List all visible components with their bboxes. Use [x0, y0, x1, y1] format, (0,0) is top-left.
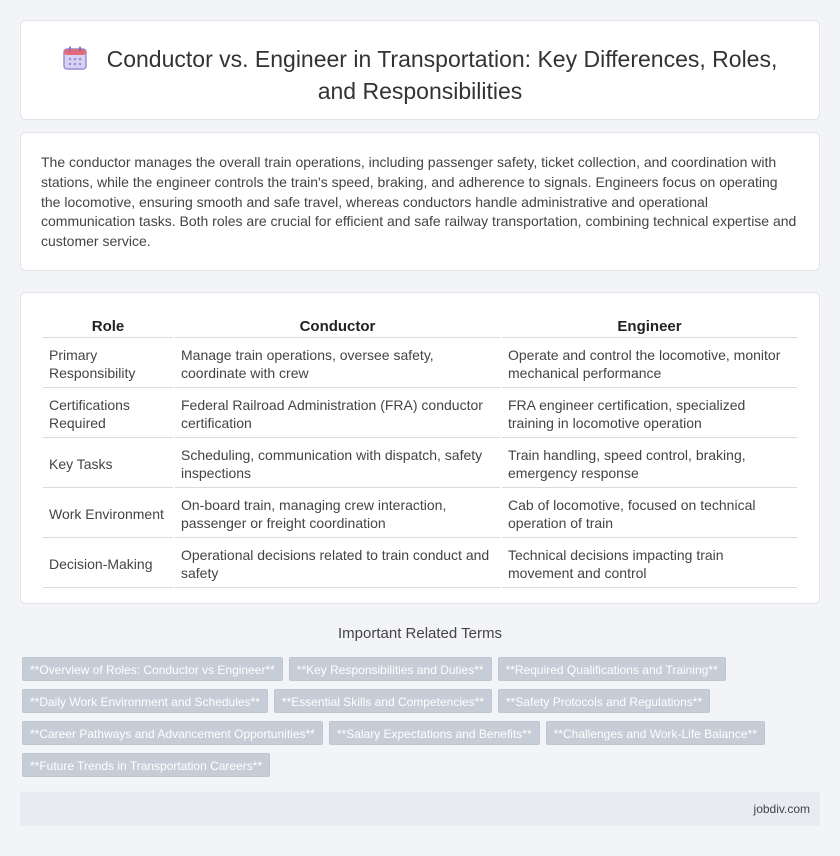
- title-wrap: [51, 43, 789, 107]
- comparison-table: [41, 313, 799, 590]
- header-conductor: Conductor: [175, 315, 500, 338]
- table-row: [43, 540, 797, 588]
- calendar-icon: [63, 46, 87, 70]
- row-engineer: Technical decisions impacting train movement and control: [502, 540, 797, 588]
- related-tag[interactable]: **Key Responsibilities and Duties**: [289, 657, 492, 681]
- row-conductor: Manage train operations, oversee safety, coordinate with crew: [175, 340, 500, 388]
- related-tag[interactable]: **Daily Work Environment and Schedules**: [22, 689, 268, 713]
- header-role: Role: [43, 315, 173, 338]
- related-tag[interactable]: **Future Trends in Transportation Careers**: [22, 753, 270, 777]
- intro-text: The conductor manages the overall train operations, including passenger safety, ticket collection, and coordination with stations, while the engineer controls the train's speed, braking, and adherence to signals. Engineers focus on operating the locomotive, ensuring smooth and safe travel, whereas conductors handle administrative and operational communication tasks. Both roles are crucial for efficient and safe railway transportation, combining technical expertise and customer service.: [41, 154, 797, 250]
- table-row: [43, 390, 797, 438]
- table-row: [43, 440, 797, 488]
- related-tags: [22, 657, 812, 777]
- title-text: Conductor vs. Engineer in Transportation: Key Differences, Roles, and Responsibilities: [106, 46, 778, 104]
- header-engineer: Engineer: [502, 315, 797, 338]
- row-engineer: Cab of locomotive, focused on technical operation of train: [502, 490, 797, 538]
- intro-card: [20, 132, 820, 271]
- related-tag[interactable]: **Career Pathways and Advancement Opportunities**: [22, 721, 323, 745]
- row-conductor: Scheduling, communication with dispatch, safety inspections: [175, 440, 500, 488]
- comparison-card: [20, 292, 820, 604]
- footer: [20, 792, 820, 826]
- row-role: Decision-Making: [43, 540, 173, 588]
- table-row: [43, 490, 797, 538]
- table-row: [43, 340, 797, 388]
- related-tag[interactable]: **Overview of Roles: Conductor vs Engineer**: [22, 657, 283, 681]
- row-engineer: Operate and control the locomotive, monitor mechanical performance: [502, 340, 797, 388]
- related-tag[interactable]: **Essential Skills and Competencies**: [274, 689, 492, 713]
- page-title: [51, 43, 789, 107]
- footer-site-link[interactable]: jobdiv.com: [753, 802, 810, 816]
- related-tag[interactable]: **Safety Protocols and Regulations**: [498, 689, 710, 713]
- row-conductor: Operational decisions related to train conduct and safety: [175, 540, 500, 588]
- related-tag[interactable]: **Salary Expectations and Benefits**: [329, 721, 540, 745]
- related-terms-title: Important Related Terms: [338, 625, 502, 642]
- row-role: Work Environment: [43, 490, 173, 538]
- related-tag[interactable]: **Challenges and Work-Life Balance**: [546, 721, 765, 745]
- row-role: Primary Responsibility: [43, 340, 173, 388]
- row-conductor: Federal Railroad Administration (FRA) conductor certification: [175, 390, 500, 438]
- header-card: [20, 20, 820, 120]
- related-tag[interactable]: **Required Qualifications and Training**: [498, 657, 726, 681]
- row-conductor: On-board train, managing crew interaction, passenger or freight coordination: [175, 490, 500, 538]
- row-role: Key Tasks: [43, 440, 173, 488]
- row-engineer: FRA engineer certification, specialized training in locomotive operation: [502, 390, 797, 438]
- row-engineer: Train handling, speed control, braking, emergency response: [502, 440, 797, 488]
- row-role: Certifications Required: [43, 390, 173, 438]
- table-header-row: [43, 315, 797, 338]
